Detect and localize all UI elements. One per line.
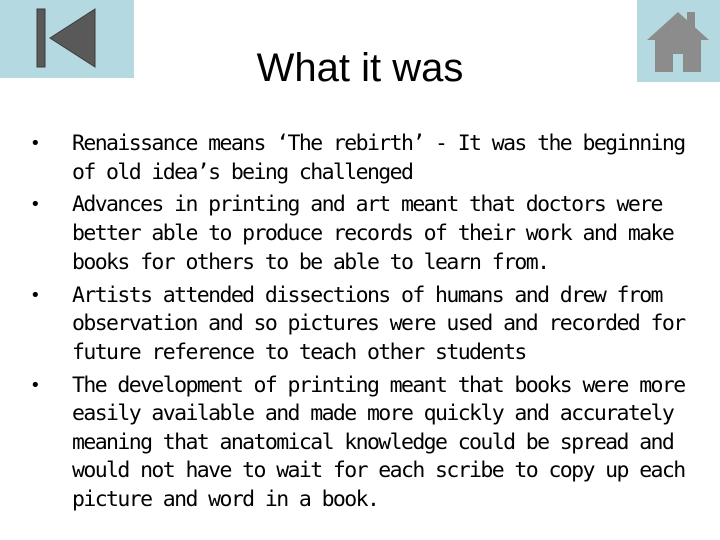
bullet-item <box>26 191 706 277</box>
bullet-item <box>26 372 706 515</box>
bullet-list <box>26 130 706 519</box>
bullet-dot: • <box>30 133 41 154</box>
bullet-dot: • <box>30 194 41 216</box>
bullet-text: Advances in printing and art meant that doctors were better able to produce records of their work and make books for others to be able to learn from. <box>72 192 674 275</box>
bullet-item <box>26 130 706 187</box>
bullet-dot: • <box>30 284 41 306</box>
slide-title: What it was <box>256 46 464 90</box>
bullet-text: The development of printing meant that books were more easily available and made more quickly and accurately meaning that anatomical knowledge could be spread and would not have to wait for each scribe to copy up each picture and word in a book. <box>72 372 685 513</box>
bullet-text: Artists attended dissections of humans and drew from observation and so pictures were used and recorded for future reference to teach other students <box>72 282 685 365</box>
bullet-item <box>26 282 706 368</box>
bullet-text: Renaissance means ‘The rebirth’ - It was the beginning of old idea’s being challenged <box>72 131 685 185</box>
bullet-dot: • <box>30 374 41 396</box>
